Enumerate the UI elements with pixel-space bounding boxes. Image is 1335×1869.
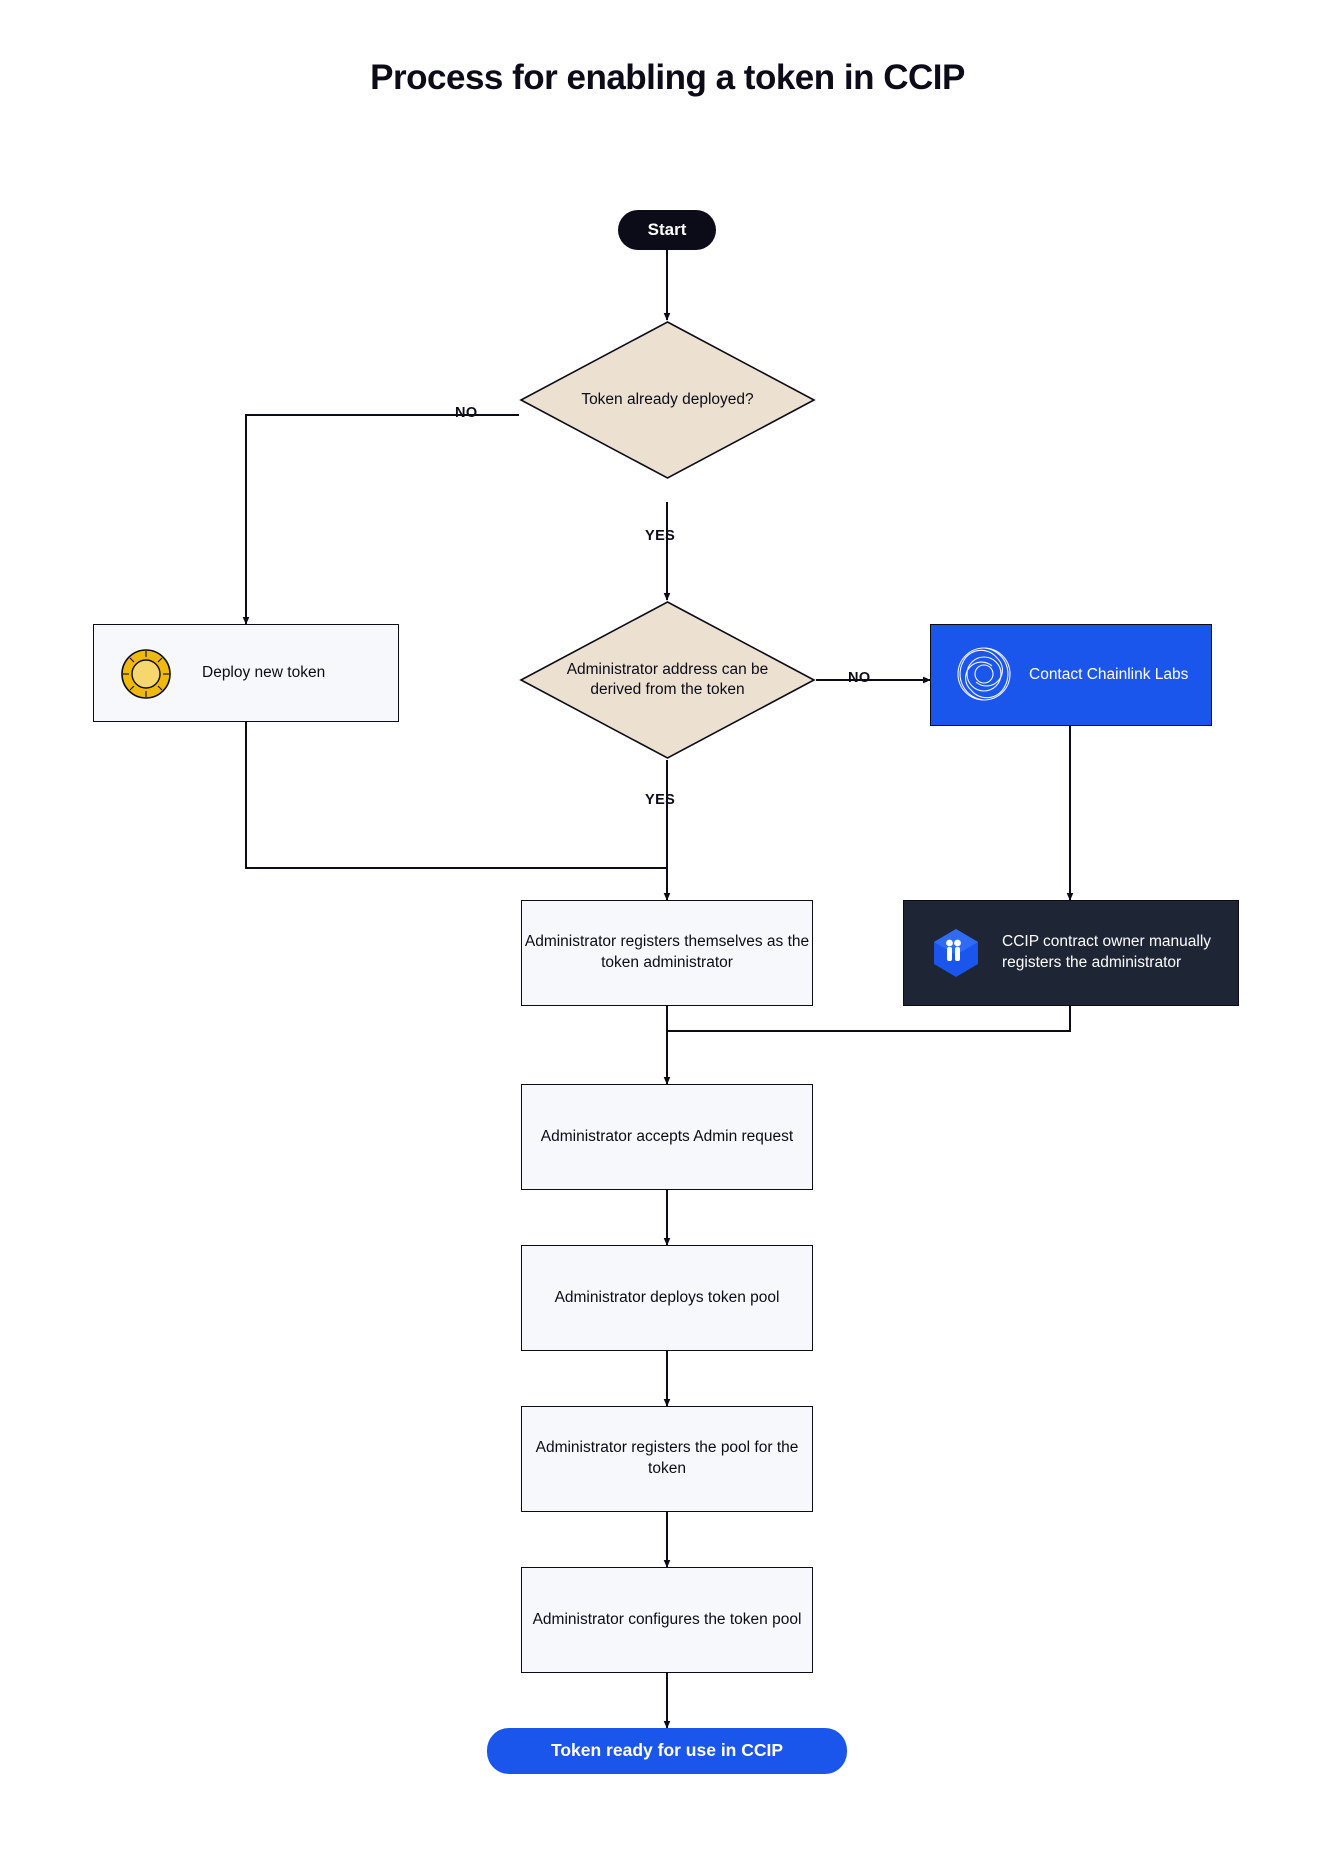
- node-token-ready: [487, 1728, 847, 1774]
- node-admin-configures-pool-label: Administrator configures the token pool: [532, 1610, 802, 1628]
- edge-label-no-admin-derived: NO: [848, 670, 871, 686]
- chainlink-spiral-icon: [950, 640, 1018, 708]
- node-admin-registers-pool-label: Administrator registers the pool for the token: [535, 1439, 799, 1477]
- node-admin-address-derived-label: Administrator address can be derived from the token: [566, 660, 769, 698]
- node-token-ready-label: Token ready for use in CCIP: [550, 1740, 784, 1761]
- page-title: Process for enabling a token in CCIP: [370, 58, 965, 97]
- node-admin-registers-self: [521, 900, 813, 1006]
- node-admin-accepts-request-label: Administrator accepts Admin request: [540, 1127, 794, 1145]
- ccip-cube-icon: [928, 925, 984, 981]
- node-token-already-deployed: [519, 320, 816, 480]
- node-admin-registers-self-label: Administrator registers themselves as the token administrator: [524, 933, 810, 971]
- node-admin-registers-pool: [521, 1406, 813, 1512]
- node-admin-configures-pool: [521, 1567, 813, 1673]
- node-deploy-new-token-label: Deploy new token: [202, 663, 326, 681]
- edge-label-yes-token-deployed: YES: [645, 528, 676, 544]
- node-admin-deploys-pool-label: Administrator deploys token pool: [554, 1288, 780, 1306]
- coin-icon: [120, 648, 172, 700]
- node-token-already-deployed-label: Token already deployed?: [581, 390, 754, 408]
- node-ccip-owner-registers-label: CCIP contract owner manually registers the administrator: [1002, 933, 1212, 971]
- node-admin-accepts-request: [521, 1084, 813, 1190]
- node-contact-chainlink-labs-label: Contact Chainlink Labs: [1029, 665, 1189, 683]
- node-admin-address-derived: [519, 600, 816, 760]
- edge-label-yes-admin-derived: YES: [645, 792, 676, 808]
- node-start-label: Start: [647, 219, 687, 239]
- node-start: [618, 210, 716, 250]
- node-admin-deploys-pool: [521, 1245, 813, 1351]
- edge-label-no-token-deployed: NO: [455, 405, 478, 421]
